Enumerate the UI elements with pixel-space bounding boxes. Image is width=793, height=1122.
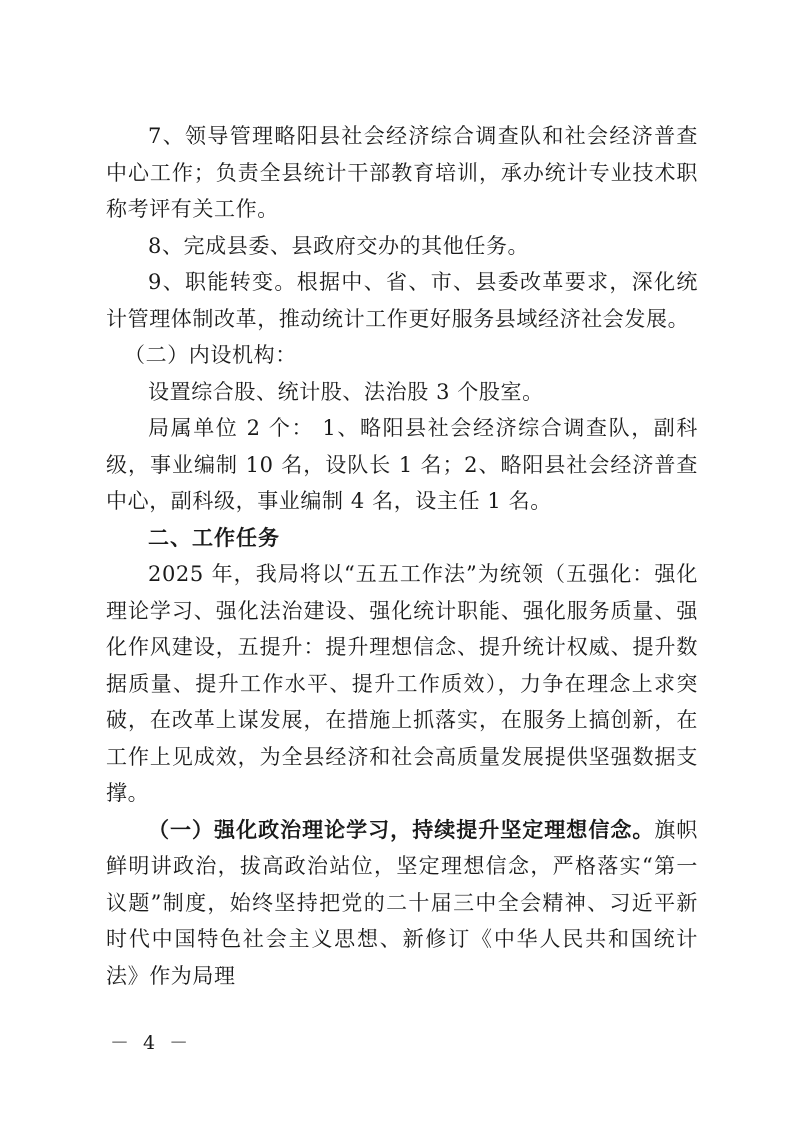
paragraph-item-8: 8、完成县委、县政府交办的其他任务。: [148, 233, 530, 258]
task-1-lead: （一）强化政治理论学习，持续提升坚定理想信念。: [148, 816, 655, 842]
paragraph-task-1: [106, 812, 698, 995]
paragraph-item-9: 9、职能转变。根据中、省、市、县委改革要求，深化统计管理体制改革，推动统计工作更好服务县域经济社会发展。: [106, 270, 698, 331]
task-1-body: 旗帜鲜明讲政治，拔高政治站位，坚定理想信念，严格落实“第一议题”制度，始终坚持把党的二十届三中全会精神、习近平新时代中国特色社会主义思想、新修订《中华人民共和国统计法》作为局理: [106, 817, 698, 988]
paragraph-item-7: 7、领导管理略阳县社会经济综合调查队和社会经济普查中心工作；负责全县统计干部教育培训，承办统计专业技术职称考评有关工作。: [106, 124, 698, 221]
paragraph-2025-plan: 2025 年，我局将以“五五工作法”为统领（五强化：强化理论学习、强化法治建设、强化统计职能、强化服务质量、强化作风建设，五提升：提升理想信念、提升统计权威、提升数据质量、提升工作水平、提升工作质效），力争在理念上求突破，在改革上谋发展，在措施上抓落实，在服务上搞创新，在工作上见成效，为全县经济和社会高质量发展提供坚强数据支撑。: [106, 562, 698, 805]
sub-heading-internal-institutions: （二）内设机构：: [124, 343, 297, 367]
section-heading-work-tasks: 二、工作任务: [148, 525, 280, 550]
document-body: [106, 118, 698, 994]
page-number: － 4 －: [110, 1032, 193, 1054]
paragraph-affiliated-units: 局属单位 2 个： 1、略阳县社会经济综合调查队，副科级，事业编制 10 名，设队长 1 名；2、略阳县社会经济普查中心，副科级，事业编制 4 名，设主任 1 名。: [106, 416, 698, 513]
paragraph-offices: 设置综合股、统计股、法治股 3 个股室。: [148, 379, 544, 404]
